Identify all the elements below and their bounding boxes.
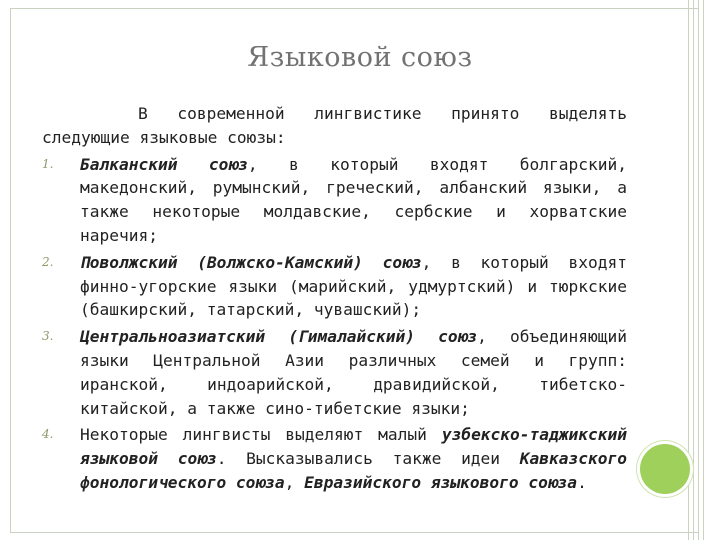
list-item [42,423,627,494]
list-number: 2. [42,254,54,269]
union-term: Центральноазиатский (Гималайский) союз [80,327,478,347]
slide-title: Языковой союз [247,42,473,73]
list-item [42,251,627,322]
union-term: Евразийского языкового союза [304,472,578,492]
union-list [42,153,627,495]
list-item [42,153,627,248]
list-item [42,325,627,420]
frame-left-line [10,8,11,533]
item-text: , объединяющий языки Центральной Азии различных семей и групп: иранской, индоарийской, дравидийской, тибетско-китайской, а также сино-тибетские языки; [80,327,627,418]
frame-bottom-line [10,532,698,533]
intro-paragraph: В современной лингвистике принято выделять следующие языковые союзы: [42,104,627,147]
item-text: . [577,472,587,492]
item-text: , в который входят болгарский, македонский, румынский, греческий, албанский языки, а также некоторые молдавские, сербские и хорватские наречия; [80,154,627,245]
item-text: , в который входят финно-угорские языки (марийский, удмуртский) и тюркские (башкирский, татарский, чувашский); [80,252,627,320]
item-text: , [284,472,305,492]
frame-top-line [10,8,698,9]
slide-body [42,102,627,498]
item-text: . Высказывались также идеи [216,449,520,469]
frame-right-line [698,0,699,540]
frame-right-line [693,0,694,540]
list-number: 4. [42,427,54,442]
union-term: узбекско-таджикский языковой союз [80,425,627,469]
frame-right-line [703,0,704,540]
union-term: Поволжский (Волжско-Камский) союз [80,252,422,272]
decorative-circle [640,444,690,494]
item-text: Некоторые лингвисты выделяют малый [80,425,442,445]
list-number: 3. [42,329,54,344]
union-term: Кавказского фонологического союза [80,449,627,492]
union-term: Балканский союз [80,154,248,174]
list-number: 1. [42,156,54,171]
